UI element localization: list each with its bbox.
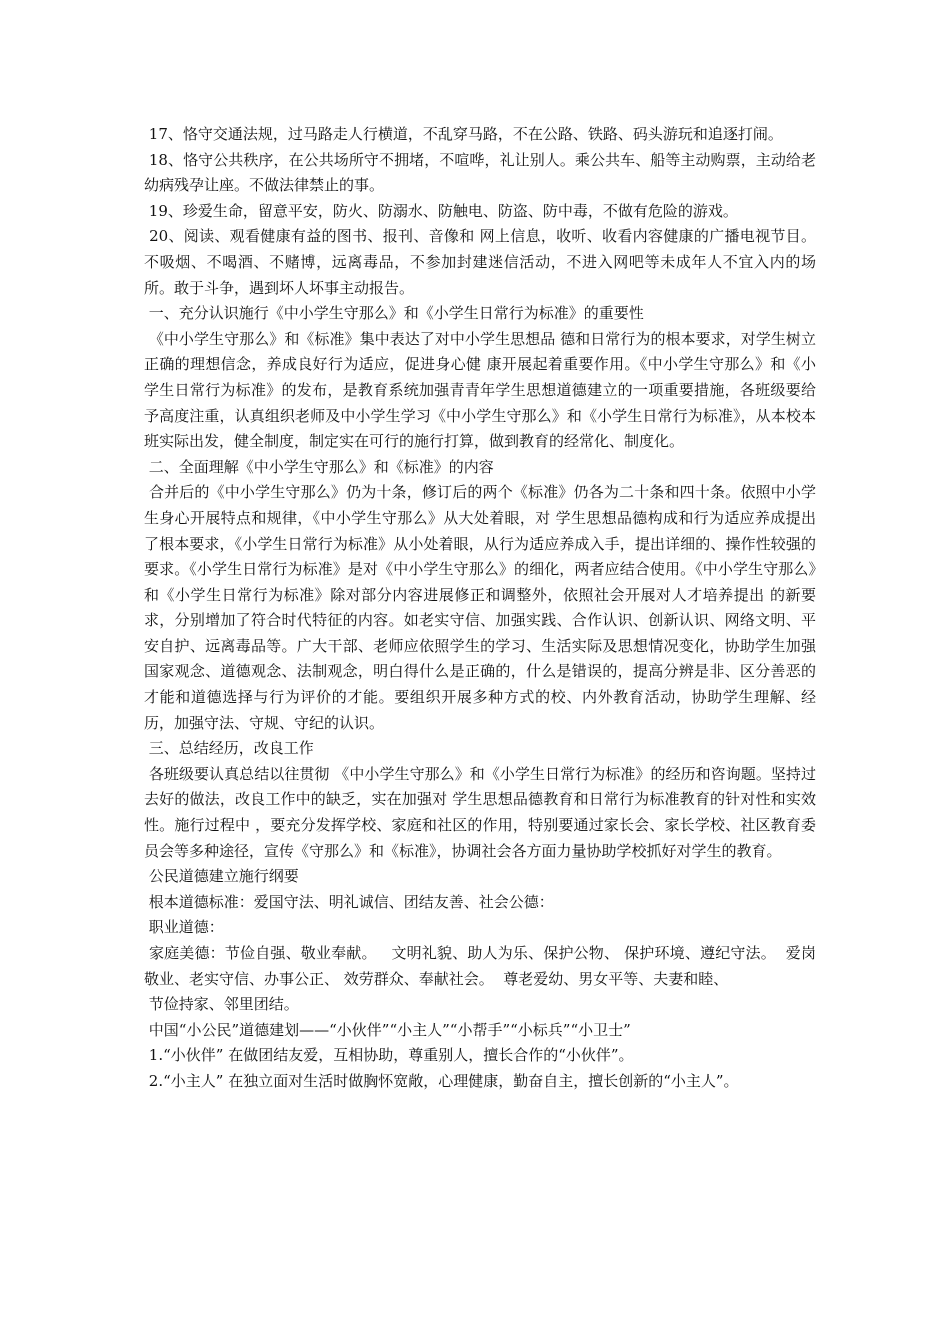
section-heading-2: 二、全面理解《中小学生守那么》和《标准》的内容: [144, 457, 494, 476]
paragraph-professional-ethics: 职业道德：: [144, 918, 224, 937]
paragraph-item-17: 17、恪守交通法规，过马路走人行横道，不乱穿马路，不在公路、铁路、码头游玩和追逐打闹。: [144, 125, 783, 143]
paragraph-family-continued: 节俭持家、邻里团结。: [144, 995, 299, 1014]
paragraph-item-20: 20、阅读、观看健康有益的图书、报刊、音像和 网上信息，收听、收看内容健康的广播电视节目。不吸烟、不喝酒、不赌博，远离毒品，不参加封建迷信活动，不进入网吧等未成年人不宜入内的场所。敢于斗争，遇到坏人坏事主动报告。: [144, 227, 816, 297]
paragraph-item-19: 19、珍爱生命，留意平安，防火、防溺水、防触电、防盗、防中毒，不做有危险的游戏。: [144, 201, 738, 220]
paragraph-item-18: 18、恪守公共秩序，在公共场所守不拥堵，不喧哗，礼让别人。乘公共车、船等主动购票，主动给老幼病残孕让座。不做法律禁止的事。: [144, 150, 816, 195]
paragraph-family-virtues: 家庭美德：节俭自强、敬业奉献。 文明礼貌、助人为乐、保护公物、 保护环境、遵纪守法。 爱岗敬业、老实守信、办事公正、 效劳群众、奉献社会。 尊老爱幼、男女平等、夫妻和睦、: [144, 944, 816, 988]
heading-little-citizen: 中国“小公民”道德建划——“小伙伴”“小主人”“小帮手”“小标兵”“小卫士”: [144, 1020, 631, 1039]
paragraph-section-1: 《中小学生守那么》和《标准》集中表达了对中小学生思想品 德和日常行为的根本要求，对学生树立正确的理想信念，养成良好行为适应，促进身心健 康开展起着重要作用。《中小学生守那么》和《小学生日常行为标准》的发布，是教育系统加强青青年学生思想道德建立的一项重要措施，各班级要给予高度注重，认真组织老师及中小学生学习《中小学生守那么》和《小学生日常行为标准》，从本校本班实际出发，健全制度，制定实在可行的施行打算，做到教育的经常化、制度化。: [144, 329, 816, 451]
paragraph-little-partner: 1.“小伙伴” 在做团结友爱，互相协助，尊重别人，擅长合作的“小伙伴”。: [144, 1046, 634, 1065]
paragraph-basic-ethics: 根本道德标准：爱国守法、明礼诚信、团结友善、社会公德：: [144, 892, 554, 911]
paragraph-section-3: 各班级要认真总结以往贯彻 《中小学生守那么》和《小学生日常行为标准》的经历和咨询题。坚持过去好的做法，改良工作中的缺乏，实在加强对 学生思想品德教育和日常行为标准教育的针对性和实效性。施行过程中 ，要充分发挥学校、家庭和社区的作用，特别要通过家长会、家长学校、社区教育委员会等多种途径，宣传《守那么》和《标准》，协调社会各方面力量协助学校抓好对学生的教育。: [144, 764, 816, 860]
paragraph-little-master: 2.“小主人” 在独立面对生活时做胸怀宽敞，心理健康，勤奋自主，擅长创新的“小主人”。: [144, 1071, 739, 1090]
heading-civic-ethics: 公民道德建立施行纲要: [144, 867, 299, 886]
paragraph-section-2: 合并后的《中小学生守那么》仍为十条，修订后的两个《标准》仍各为二十条和四十条。依照中小学生身心开展特点和规律，《中小学生守那么》从大处着眼，对 学生思想品德构成和行为适应养成提出了根本要求，《小学生日常行为标准》从小处着眼，从行为适应养成入手，提出详细的、操作性较强的要求。《小学生日常行为标准》是对《中小学生守那么》的细化，两者应结合使用。《中小学生守那么》和《小学生日常行为标准》除对部分内容进展修正和调整外，依照社会开展对人才培养提出 的新要求，分别增加了符合时代特征的内容。如老实守信、加强实践、合作认识、创新认识、网络文明、平安自护、远离毒品等。广大干部、老师应依照学生的学习、生活实际及思想情况变化，协助学生加强国家观念、道德观念、法制观念，明白得什么是正确的，什么是错误的，提高分辨是非、区分善恶的才能和道德选择与行为评价的才能。要组织开展多种方式的校、内外教育活动，协助学生理解、经历，加强守法、守规、守纪的认识。: [144, 483, 816, 732]
section-heading-1: 一、充分认识施行《中小学生守那么》和《小学生日常行为标准》的重要性: [144, 304, 644, 323]
section-heading-3: 三、总结经历，改良工作: [144, 739, 314, 758]
